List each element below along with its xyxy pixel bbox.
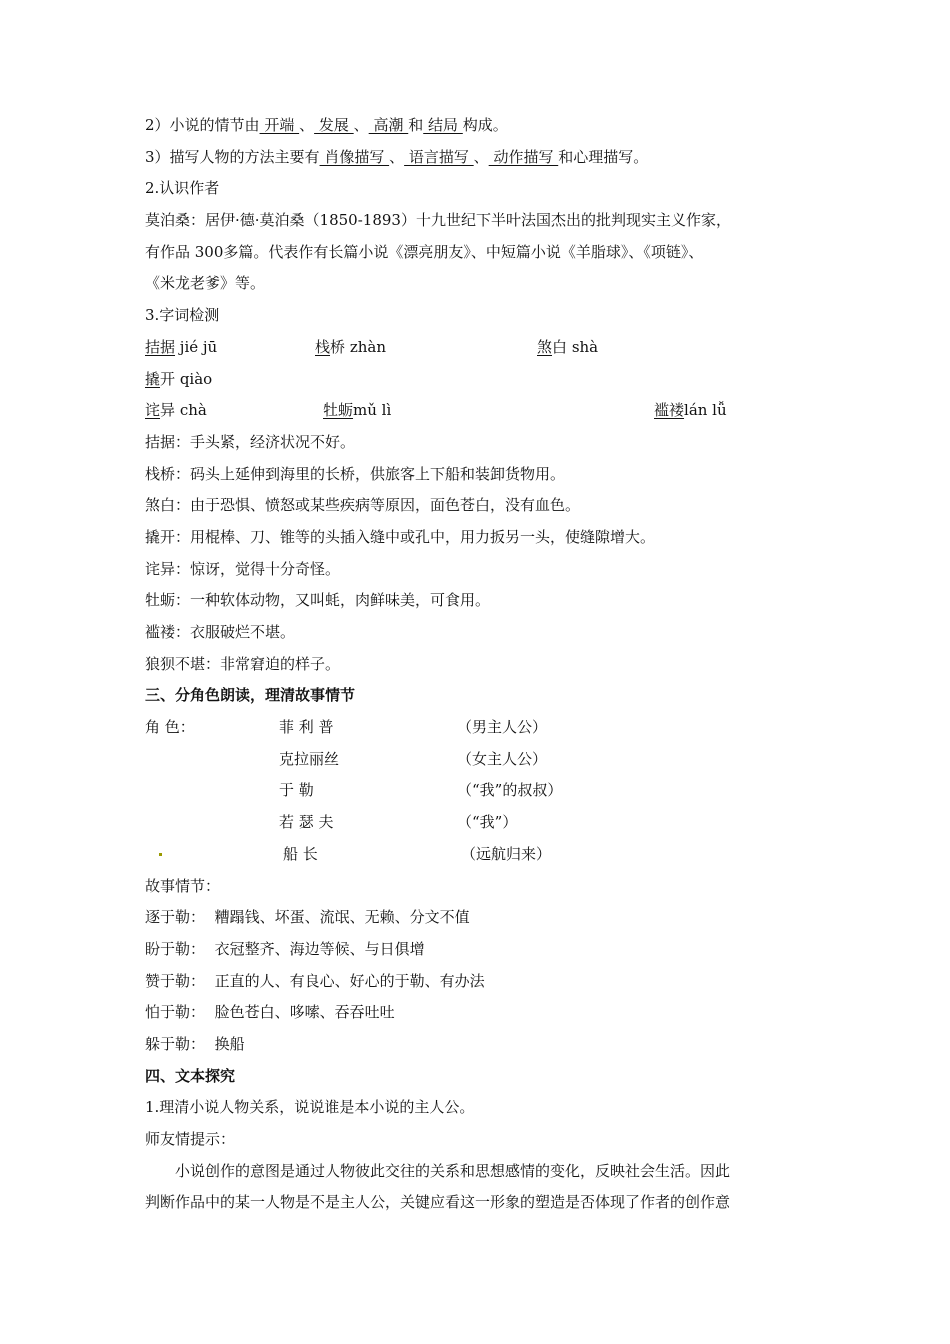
blank-answer: 语言描写 <box>404 147 474 166</box>
vocab-word-rest: 桥 <box>330 337 346 356</box>
paragraph-line: 小说创作的意图是通过人物彼此交往的关系和思想感情的变化，反映社会生活。因此 <box>175 1161 731 1180</box>
vocab-word: 栈 <box>315 337 331 356</box>
role-row <box>145 839 815 871</box>
role-note: （女主人公） <box>457 749 548 768</box>
methods-prefix: 3）描写人物的方法主要有 <box>145 147 320 166</box>
definition-line: 撬开：用棍棒、刀、锥等的头插入缝中或孔中，用力扳另一头，使缝隙增大。 <box>145 527 656 546</box>
role-name: 于 勒 <box>279 781 314 800</box>
definition-line: 褴褛：衣服破烂不堪。 <box>145 623 296 641</box>
plot-item <box>145 966 815 998</box>
plot-item <box>145 934 815 966</box>
vocab-pinyin: qiào <box>179 369 213 388</box>
plot-item-label: 赞于勒： <box>145 971 206 990</box>
roles-label: 角 色： <box>145 718 195 737</box>
definition-line: 煞白：由于恐惧、愤怒或某些疾病等原因，面色苍白，没有血色。 <box>145 496 581 515</box>
role-row <box>145 744 815 776</box>
vocab-word: 煞 <box>537 337 553 356</box>
vocab-row <box>145 395 815 427</box>
plot-suffix: 构成。 <box>462 116 508 134</box>
stray-dot-mark <box>159 853 162 856</box>
separator: 、 <box>299 116 315 134</box>
description-methods-line <box>145 142 815 174</box>
vocab-item <box>537 332 598 364</box>
methods-suffix: 和心理描写。 <box>558 147 649 166</box>
blank-answer: 结局 <box>423 116 463 134</box>
plot-item <box>145 902 815 934</box>
blank-answer: 高潮 <box>368 116 409 134</box>
vocab-row <box>145 332 815 364</box>
role-name: 克拉丽丝 <box>279 749 340 768</box>
blank-answer: 发展 <box>314 116 354 134</box>
vocab-pinyin: lán lǚ <box>684 401 727 420</box>
plot-item-text: 脸色苍白、哆嗦、吞吞吐吐 <box>214 1003 395 1022</box>
role-note: （“我”的叔叔） <box>457 781 563 800</box>
vocab-item <box>315 332 386 364</box>
plot-item-label: 躲于勒： <box>145 1034 206 1053</box>
vocab-item <box>654 395 727 427</box>
vocab-row <box>145 364 815 396</box>
role-name: 菲 利 普 <box>279 718 334 737</box>
role-note: （男主人公） <box>457 718 548 737</box>
vocab-word-rest: 开 <box>160 369 176 388</box>
vocab-word: 褴褛 <box>654 401 685 420</box>
blank-answer: 动作描写 <box>488 147 559 166</box>
vocab-pinyin: zhàn <box>349 337 386 356</box>
role-row <box>145 775 815 807</box>
hint-label: 师友情提示： <box>145 1130 236 1148</box>
plot-item-text: 衣冠整齐、海边等候、与日俱增 <box>214 939 425 958</box>
definition-line: 诧异：惊讶，觉得十分奇怪。 <box>145 559 341 578</box>
separator: 、 <box>353 116 369 134</box>
plot-item-text: 正直的人、有良心、好心的于勒、有办法 <box>214 971 485 990</box>
role-name: 船 长 <box>283 844 318 863</box>
vocab-heading: 3.字词检测 <box>145 306 220 325</box>
separator: 、 <box>389 147 405 166</box>
plot-item-label: 逐于勒： <box>145 908 206 927</box>
author-text: 莫泊桑：居伊·德·莫泊桑（1850-1893）十九世纪下半叶法国杰出的批判现实主义作家， <box>145 211 731 230</box>
vocab-item <box>145 395 207 427</box>
separator: 、 <box>473 147 489 166</box>
role-note: （“我”） <box>457 813 518 832</box>
plot-structure-line <box>145 110 815 142</box>
vocab-word: 拮据 <box>145 337 176 356</box>
vocab-pinyin: jié jū <box>179 337 218 356</box>
blank-answer: 肖像描写 <box>319 147 390 166</box>
plot-item-text: 换船 <box>214 1034 245 1053</box>
section-three-heading: 三、分角色朗读，理清故事情节 <box>145 686 356 705</box>
plot-item <box>145 1029 815 1061</box>
vocab-word-rest: 异 <box>160 401 176 420</box>
vocab-item <box>323 395 391 427</box>
vocab-item <box>145 364 212 396</box>
plot-label: 故事情节： <box>145 876 221 895</box>
author-text: 有作品 300多篇。代表作有长篇小说《漂亮朋友》、中短篇小说《羊脂球》、《项链》、 <box>145 242 704 261</box>
plot-item-text: 糟蹋钱、坏蛋、流氓、无赖、分文不值 <box>214 908 470 927</box>
vocab-word: 诧 <box>145 401 161 420</box>
plot-item-label: 怕于勒： <box>145 1003 206 1022</box>
vocab-pinyin: mǔ lì <box>353 401 392 420</box>
vocab-word: 牡蛎 <box>323 401 354 420</box>
plot-item <box>145 997 815 1029</box>
vocab-word-rest: 白 <box>552 337 568 356</box>
plot-item-label: 盼于勒： <box>145 939 206 958</box>
document-page <box>145 110 815 1219</box>
role-row <box>145 712 815 744</box>
author-text: 《米龙老爹》等。 <box>145 274 266 293</box>
blank-answer: 开端 <box>259 116 300 134</box>
vocab-pinyin: chà <box>179 401 207 420</box>
role-row <box>145 807 815 839</box>
role-name: 若 瑟 夫 <box>279 813 334 832</box>
author-heading: 2.认识作者 <box>145 179 220 198</box>
role-note: （远航归来） <box>461 844 552 863</box>
section-four-heading: 四、文本探究 <box>145 1066 236 1085</box>
definition-line: 狼狈不堪：非常窘迫的样子。 <box>145 654 341 673</box>
plot-prefix: 2）小说的情节由 <box>145 116 260 134</box>
question-line: 1.理清小说人物关系，说说谁是本小说的主人公。 <box>145 1098 475 1117</box>
separator: 和 <box>408 116 424 134</box>
vocab-item <box>145 332 217 364</box>
definition-line: 牡蛎：一种软体动物，又叫蚝，肉鲜味美，可食用。 <box>145 591 491 610</box>
definition-line: 栈桥：码头上延伸到海里的长桥，供旅客上下船和装卸货物用。 <box>145 464 566 483</box>
paragraph-line: 判断作品中的某一人物是不是主人公，关键应看这一形象的塑造是否体现了作者的创作意 <box>145 1193 731 1212</box>
definition-line: 拮据：手头紧，经济状况不好。 <box>145 432 356 451</box>
vocab-pinyin: shà <box>571 337 599 356</box>
vocab-word: 撬 <box>145 369 161 388</box>
